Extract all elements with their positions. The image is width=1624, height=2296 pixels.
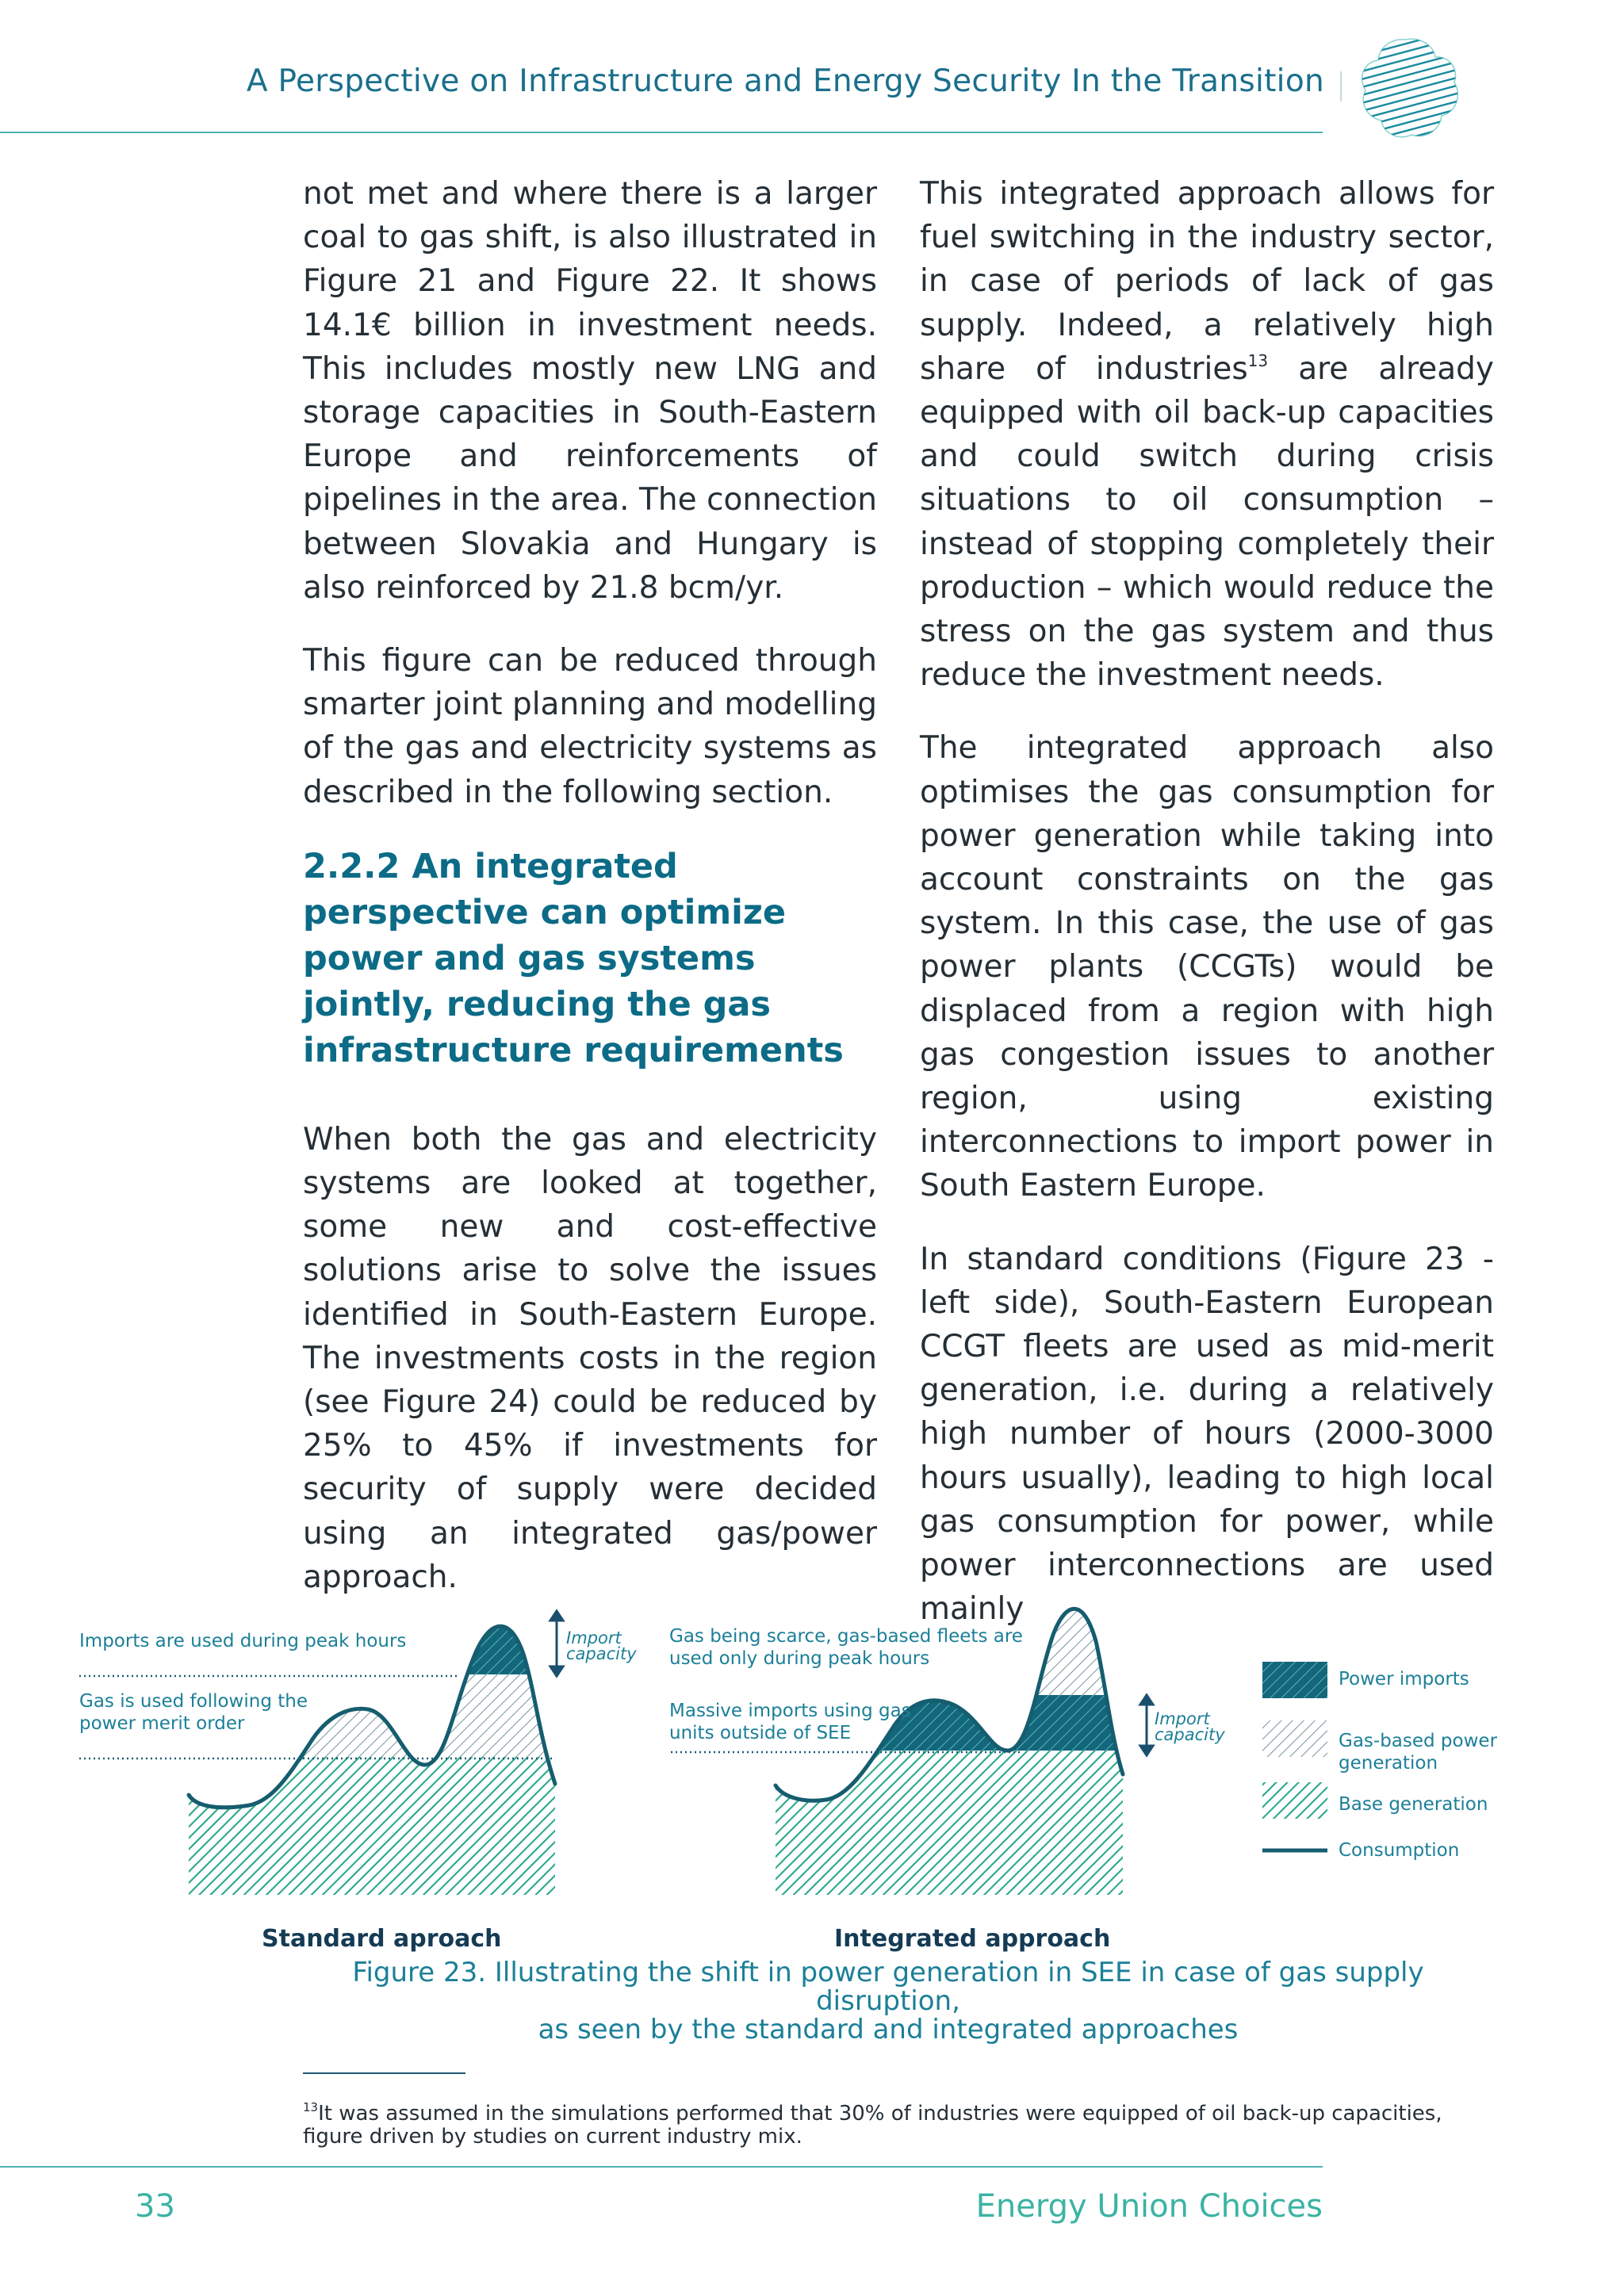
header-rule (0, 132, 1323, 133)
legend-label-gas-generation: Gas-based power generation (1339, 1731, 1498, 1774)
publisher-logo (1358, 35, 1461, 143)
right-paragraph-1 (920, 172, 1494, 697)
right-text-column (920, 172, 1494, 1661)
footnote-text: It was assumed in the simulations performed that 30% of industries were equipped of oil back-up capacities, figure driven by studies on current industry mix. (303, 2102, 1442, 2149)
right-paragraph-3: In standard conditions (Figure 23 - left side), South-Eastern European CCGT fleets are used as mid-merit generation, i.e. during a relatively high number of hours (2000-3000 hours usually), leading to high local gas consumption for power, while power interconnections are used mainly (920, 1241, 1494, 1628)
right-paragraph-1-start: This integrated approach allows for fuel switching in the industry sector, in case of periods of lack of gas supply. Indeed, a relatively high share of industries (920, 176, 1494, 387)
legend-swatch-power-imports (1262, 1662, 1327, 1698)
integrated-approach-subtitle: Integrated approach (834, 1925, 1111, 1953)
standard-approach-subtitle: Standard aproach (262, 1925, 502, 1953)
legend-swatch-gas-generation (1262, 1720, 1327, 1757)
right-paragraph-2: The integrated approach also optimises the gas consumption for power generation while taking into account constraints on the gas system. In this case, the use of gas power plants (CCGTs) would be displaced from a region with high gas congestion issues to another region, using existing interconnections to import power in South Eastern Europe. (920, 730, 1494, 1204)
right-import-capacity-label: Import capacity (1155, 1709, 1225, 1744)
right-base-generation-area (769, 1751, 1134, 1901)
left-base-generation-area (182, 1757, 563, 1900)
left-import-capacity-arrow (550, 1611, 563, 1676)
section-heading: 2.2.2 An integrated perspective can optimize power and gas systems jointly, reducing the gas infrastructure requirements (303, 846, 844, 1070)
footnote-ref-13[interactable]: 13 (1247, 350, 1269, 370)
left-paragraph-1: not met and where there is a larger coal to gas shift, is also illustrated in Figure 21 and Figure 22. It shows 14.1€ billion in investment needs. This includes mostly new LNG and storage capacities in South-Eastern Europe and reinforcements of pipelines in the area. The connection between Slovakia and Hungary is also reinforced by 21.8 bcm/yr. (303, 176, 877, 606)
footer-publication-title: Energy Union Choices (975, 2188, 1323, 2225)
left-label-imports-peak: Imports are used during peak hours (79, 1631, 407, 1651)
legend-label-consumption: Consumption (1339, 1840, 1460, 1861)
left-import-capacity-label: Import capacity (566, 1628, 637, 1663)
footnote-divider (303, 2072, 465, 2074)
header-divider (1340, 71, 1342, 101)
right-paragraph-1-end: are already equipped with oil back-up capacities and could switch during crisis situations to oil consumption – instead of stopping completely their production – which would reduce the stress on the gas system and thus reduce the investment needs. (920, 350, 1494, 694)
footer-rule (0, 2166, 1323, 2168)
right-import-capacity-arrow (1140, 1695, 1153, 1755)
legend-label-base-generation: Base generation (1339, 1794, 1488, 1815)
caption-line-2: as seen by the standard and integrated approaches (538, 2014, 1239, 2045)
left-text-column (303, 172, 877, 1628)
right-label-gas-scarce: Gas being scarce, gas-based fleets are used only during peak hours (669, 1626, 1023, 1669)
footnote-marker: 13 (303, 2100, 319, 2114)
caption-line-1: Figure 23. Illustrating the shift in power generation in SEE in case of gas supply disruption, (352, 1957, 1424, 2017)
page-number: 33 (135, 2188, 175, 2225)
figure-23 (48, 1586, 1507, 1958)
right-label-massive-imports: Massive imports using gas units outside of SEE (669, 1701, 911, 1743)
left-paragraph-3: When both the gas and electricity systems are looked at together, some new and cost-effective solutions arise to solve the issues identified in South-Eastern Europe. The investments costs in the region (see Figure 24) could be reduced by 25% to 45% if investments for security of supply were decided using an integrated gas/power approach. (303, 1121, 877, 1595)
legend-label-power-imports: Power imports (1339, 1669, 1469, 1689)
footnote-13 (303, 2100, 1461, 2149)
figure-23-caption (278, 1958, 1499, 2044)
left-label-gas-merit-order: Gas is used following the power merit order (79, 1691, 308, 1734)
running-header-title: A Perspective on Infrastructure and Energy Security In the Transition (246, 63, 1324, 99)
legend-swatch-base-generation (1262, 1782, 1327, 1819)
left-paragraph-2: This figure can be reduced through smarter joint planning and modelling of the gas and electricity systems as described in the following section. (303, 643, 877, 810)
